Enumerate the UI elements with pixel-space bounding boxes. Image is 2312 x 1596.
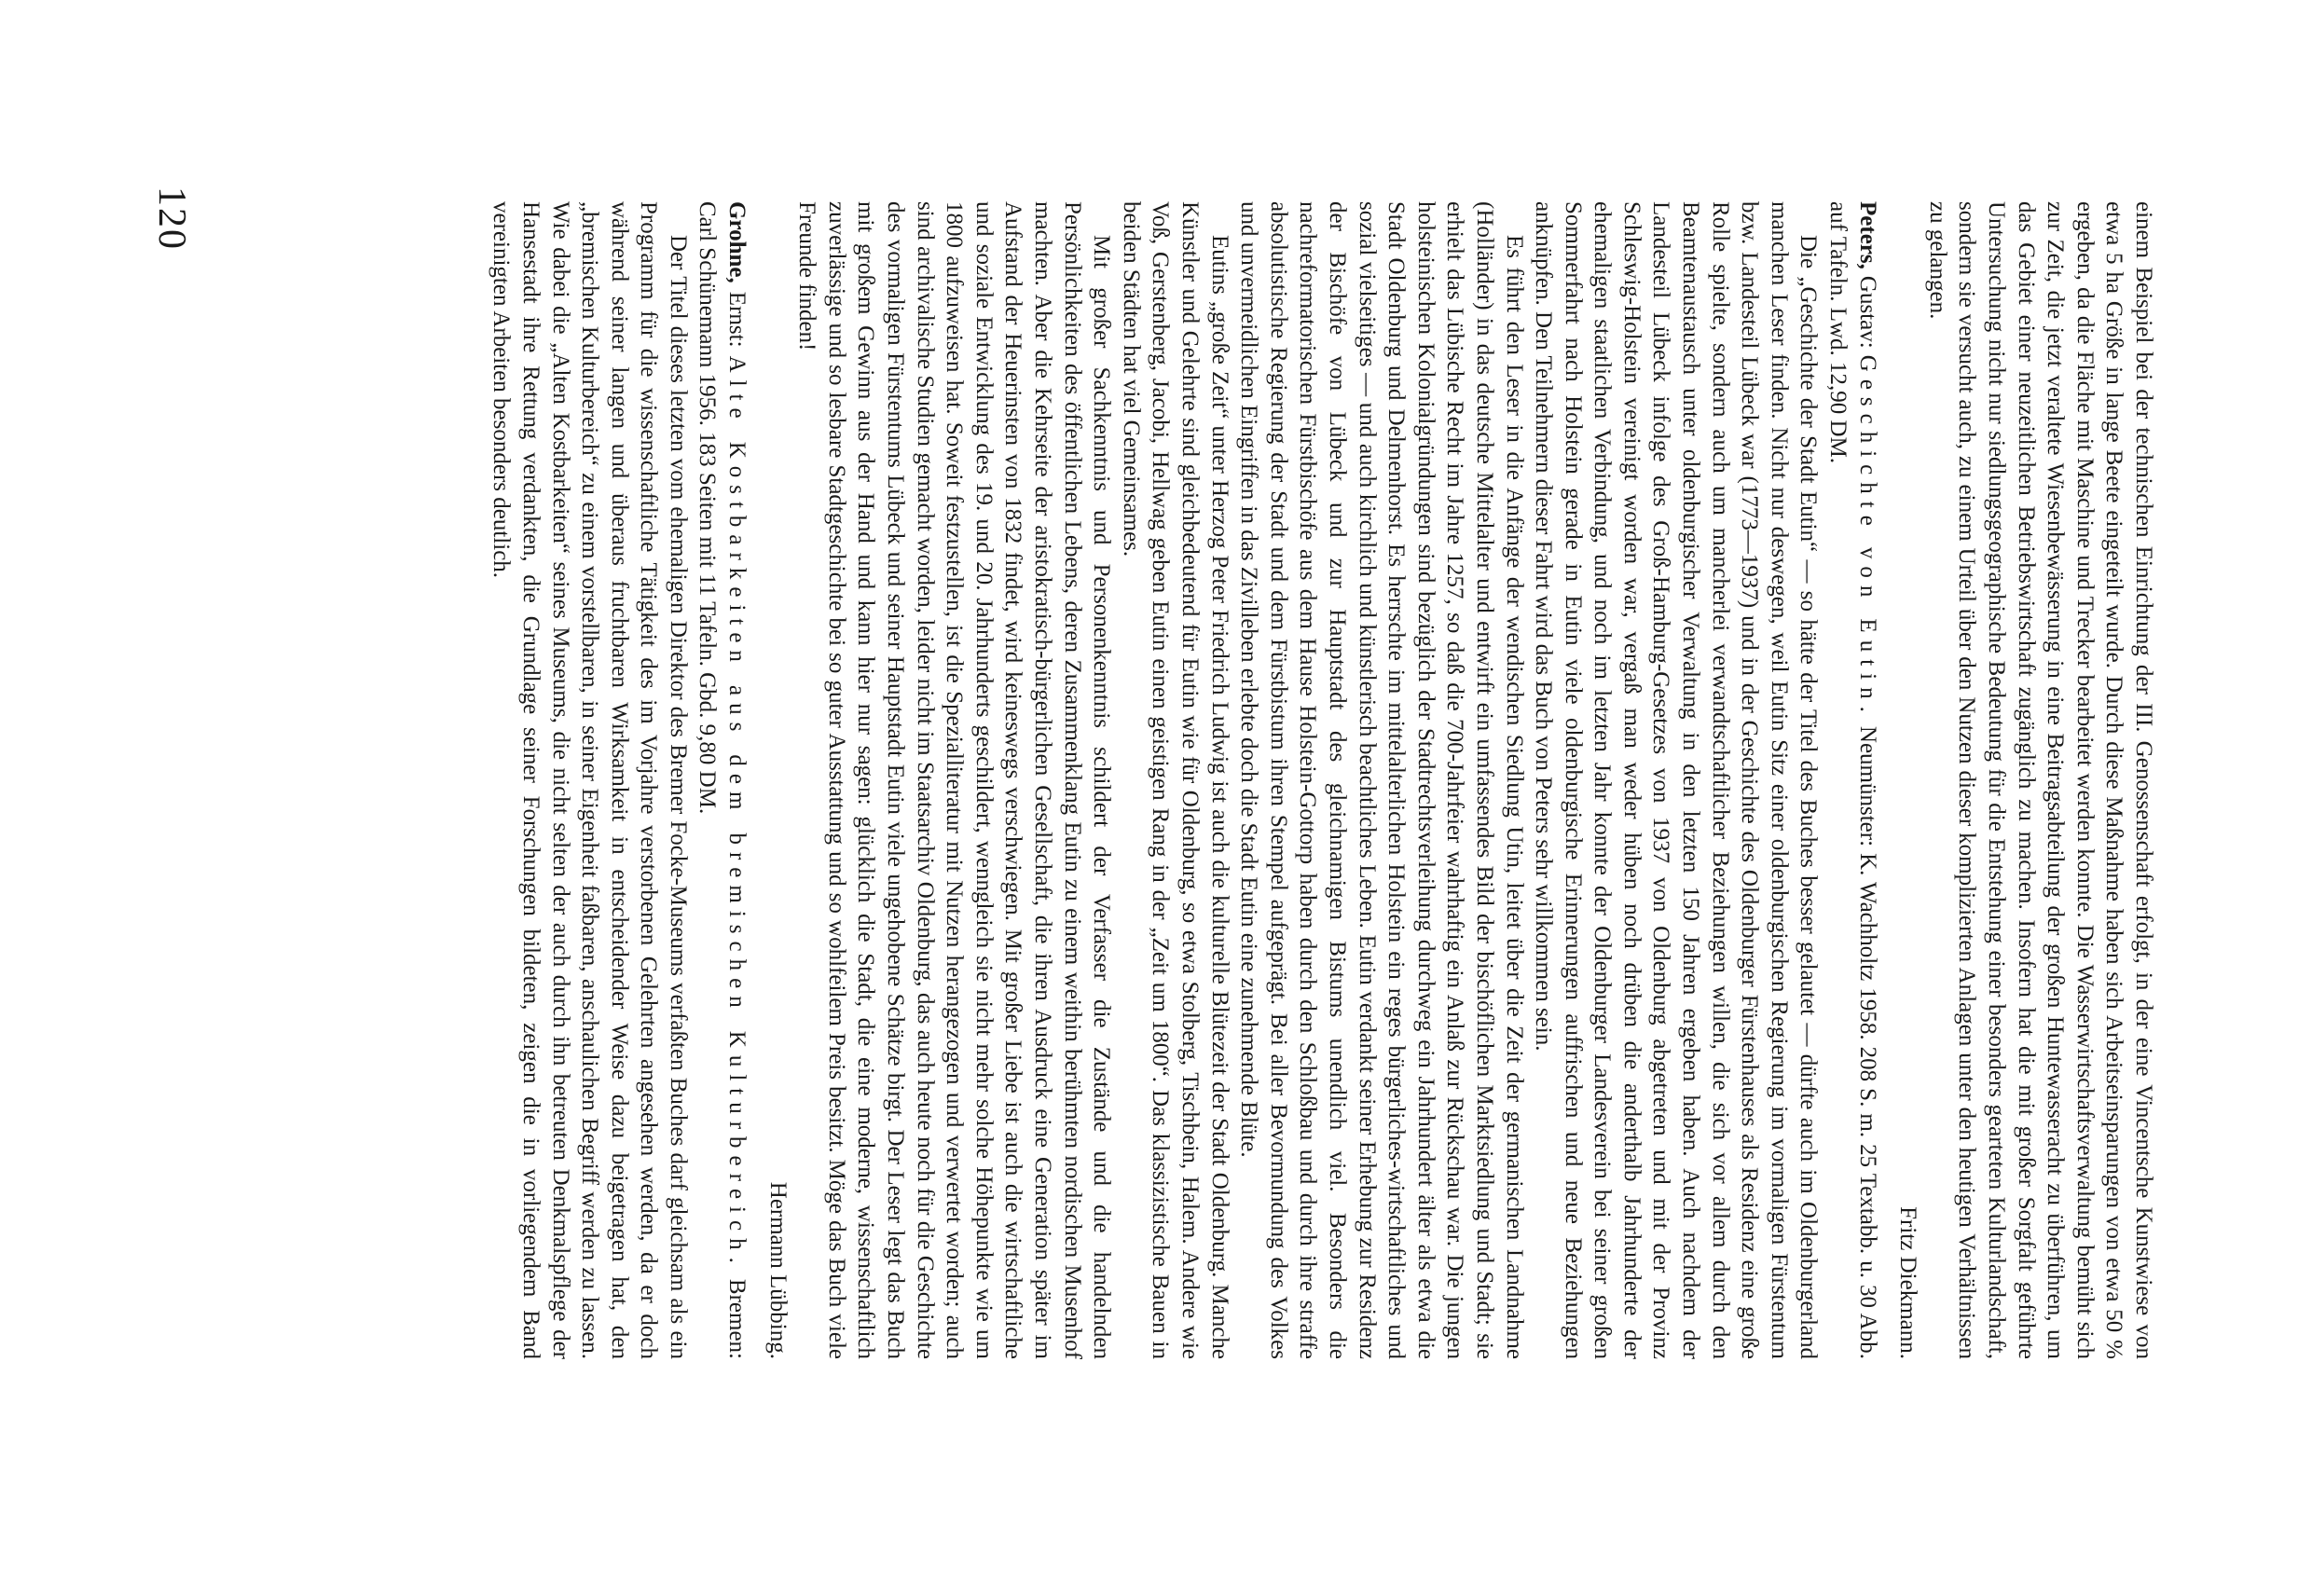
signature-diekmann: Fritz Diekmann. — [1895, 1206, 1921, 1359]
author-first-name-peters: Gustav: — [1854, 268, 1880, 355]
intro-paragraph: einem Beispiel bei der technischen Einrichtung der III. Genossenschaft erfolgt, in der eine Vincentsche Kunstwiese von etwa 5 ha Größe in lange Beete eingeteilt wurde. Durch diese Maßnahme haben sich Arbeitseinsparungen von etwa 50 % ergeben, da die Fläche mit Maschine und Trecker bearbeitet werden konnte. Die Wasserwirtschaftsverwaltung bemüht sich zur Zeit, die jetzt veraltete Wiesenbewässerung in eine Beitragsabteilung der großen Huntewasseracht zu überführen, um das Gebiet einer neuzeitlichen Betriebswirtschaft zugänglich zu machen. Insofern hat die mit großer Sorgfalt geführte Untersuchung nicht nur siedlungsgeographische Bedeutung für die Entstehung einer besonders gearteten Kulturlandschaft, sondern sie versucht auch, zu einem Urteil über den Nutzen dieser komplizierten Anlagen unter den heutigen Verhältnissen zu gelangen. — [1924, 201, 2156, 1359]
page-number: 120 — [150, 186, 193, 251]
book-title-peters: Geschichte von Eutin. — [1854, 354, 1880, 720]
review-paragraph: Die „Geschichte der Stadt Eutin“ — so hätte der Titel des Buches besser gelautet — dürfte auch im Oldenburgerland manchen Leser finden. Nicht nur deswegen, weil Eutin Sitz einer oldenburgischen Regierung im vormaligen Fürstentum bzw. Landesteil Lübeck war (1773—1937) und in der Geschichte des Oldenburger Fürstenhauses als Residenz eine große Rolle spielte, sondern auch um mancherlei verwandtschaftlicher Beziehungen willen, die sich vor allem durch den Beamtenaustausch unter oldenburgischer Verwaltung in den letzten 150 Jahren ergeben haben. Auch nachdem der Landesteil Lübeck infolge des Groß-Hamburg-Gesetzes von 1937 von Oldenburg abgetreten und mit der Provinz Schleswig-Holstein vereinigt worden war, vergaß man weder hüben noch drüben die anderthalb Jahrhunderte der ehemaligen staatlichen Verbindung, und noch im letzten Jahr konnte der Oldenburger Landesverein bei seiner großen Sommerfahrt nach Holstein gerade in Eutin viele oldenburgische Erinnerungen auffrischen und neue Beziehungen anknüpfen. Den Teilnehmern dieser Fahrt wird das Buch von Peters sehr willkommen sein. — [1531, 201, 1822, 1359]
author-first-name-grohne: Ernst: — [724, 282, 750, 356]
book-title-grohne: Alte Kostbarkeiten aus dem bremischen Kulturbereich. — [724, 355, 750, 1271]
review-heading-grohne — [693, 201, 751, 1359]
page-text-block — [487, 201, 2158, 1359]
review-paragraph: Es führt den Leser in die Anfänge der wendischen Siedlung Utin, leitet über die Zeit der germanischen Landnahme (Holländer) in das deutsche Mittelalter und entwirft ein umfassendes Bild der bischöflichen Marktsiedlung und Stadt; sie erhielt das Lübische Recht im Jahre 1257, so daß die 700-Jahrfeier wahrhaftig ein Anlaß zur Rückschau war. Die jungen holsteinischen Kolonialgründungen sind bezüglich der Stadtrechtsverleihung durchweg ein Jahrhundert älter als etwa die Stadt Oldenburg und Delmenhorst. Es herrschte im mittelalterlichen Holstein ein reges bürgerliches-wirtschaftliches und sozial vielseitiges — und auch kirchlich und künstlerisch beachtliches Leben. Eutin verdankt seiner Erhebung zur Residenz der Bischöfe von Lübeck und zur Hauptstadt des gleichnamigen Bistums unendlich viel. Besonders die nachreformatorischen Fürstbischöfe aus dem Hause Holstein-Gottorp haben durch den Schloßbau und durch ihre straffe absolutistische Regierung der Stadt und dem Fürstbistum ihren Stempel aufgeprägt. Bei aller Bevormundung des Volkes und unvermeidlichen Eingriffen in das Zivilleben erlebte doch die Stadt Eutin eine zunehmende Blüte. — [1236, 201, 1527, 1359]
review-paragraph: Der Titel dieses letzten vom ehemaligen Direktor des Bremer Focke-Museums verfaßten Buches darf gleichsam als ein Programm für die wissenschaftliche Tätigkeit des im Vorjahre verstorbenen Gelehrten angesehen werden, da er doch während seiner langen und überaus fruchtbaren Wirksamkeit in entscheidender Weise dazu beigetragen hat, den „bremischen Kulturbereich“ zu einem vorstellbaren, in seiner Eigenheit faßbaren, anschaulichen Begriff werden zu lassen. Wie dabei die „Alten Kostbarkeiten“ seines Museums, die nicht selten der auch durch ihn betreuten Denkmalspflege der Hansestadt ihre Rettung verdankten, die Grundlage seiner Forschungen bildeten, zeigen die in vorliegendem Band vereinigten Arbeiten besonders deutlich. — [489, 201, 691, 1359]
imprint-peters: Neumünster: K. Wachholtz 1958. 208 S. m. 25 Textabb. u. 30 Abb. auf Tafeln. Lwd. 12,90 DM. — [1825, 201, 1880, 1359]
review-paragraph: Eutins „große Zeit“ unter Herzog Peter Friedrich Ludwig ist auch die kulturelle Blütezeit der Stadt Oldenburg. Manche Künstler und Gelehrte sind gleichbedeutend für Eutin wie für Oldenburg, so etwa Stolberg, Tischbein, Halem. Andere wie Voß, Gerstenberg, Jacobi, Hellwag geben Eutin einen geistigen Rang in der „Zeit um 1800“. Das klassizistische Bauen in beiden Städten hat viel Gemeinsames. — [1118, 201, 1232, 1359]
review-heading-peters — [1823, 201, 1881, 1359]
review-paragraph: Mit großer Sachkenntnis und Personenkenntnis schildert der Verfasser die Zustände und die handelnden Persönlichkeiten des öffentlichen Lebens, deren Zusammenklang Eutin zu einem weithin berühmten nordischen Musenhof machten. Aber die Kehrseite der aristokratisch-bürgerlichen Gesellschaft, die ihren Ausdruck eine Generation später im Aufstand der Heuerinsten von 1832 findet, wird keineswegs verschwiegen. Mit großer Liebe ist auch die wirtschaftliche und soziale Entwicklung des 19. und 20. Jahrhunderts geschildert, wenngleich sie nicht mehr solche Höhepunkte wie um 1800 aufzuweisen hat. Soweit festzustellen, ist die Spezialliteratur mit Nutzen herangezogen und verwertet worden; auch sind archivalische Studien gemacht worden, leider nicht im Staatsarchiv Oldenburg, das auch heute noch für die Geschichte des vormaligen Fürstentums Lübeck und seiner Hauptstadt Eutin viele ungehobene Schätze birgt. Der Leser legt das Buch mit großem Gewinn aus der Hand und kann hier nur sagen: glücklich die Stadt, die eine moderne, wissenschaftlich zuverlässige und so lesbare Stadtgeschichte bei so guter Ausstattung und so wohlfeilem Preis besitzt. Möge das Buch viele Freunde finden! — [794, 201, 1115, 1359]
signature-luebbing: Hermann Lübbing. — [764, 1181, 791, 1359]
imprint-grohne: Bremen: Carl Schünemann 1956. 183 Seiten mit 11 Tafeln. Gbd. 9,80 DM. — [695, 201, 750, 1360]
author-peters: Peters, — [1854, 201, 1880, 269]
author-grohne: Grohne, — [724, 201, 750, 283]
